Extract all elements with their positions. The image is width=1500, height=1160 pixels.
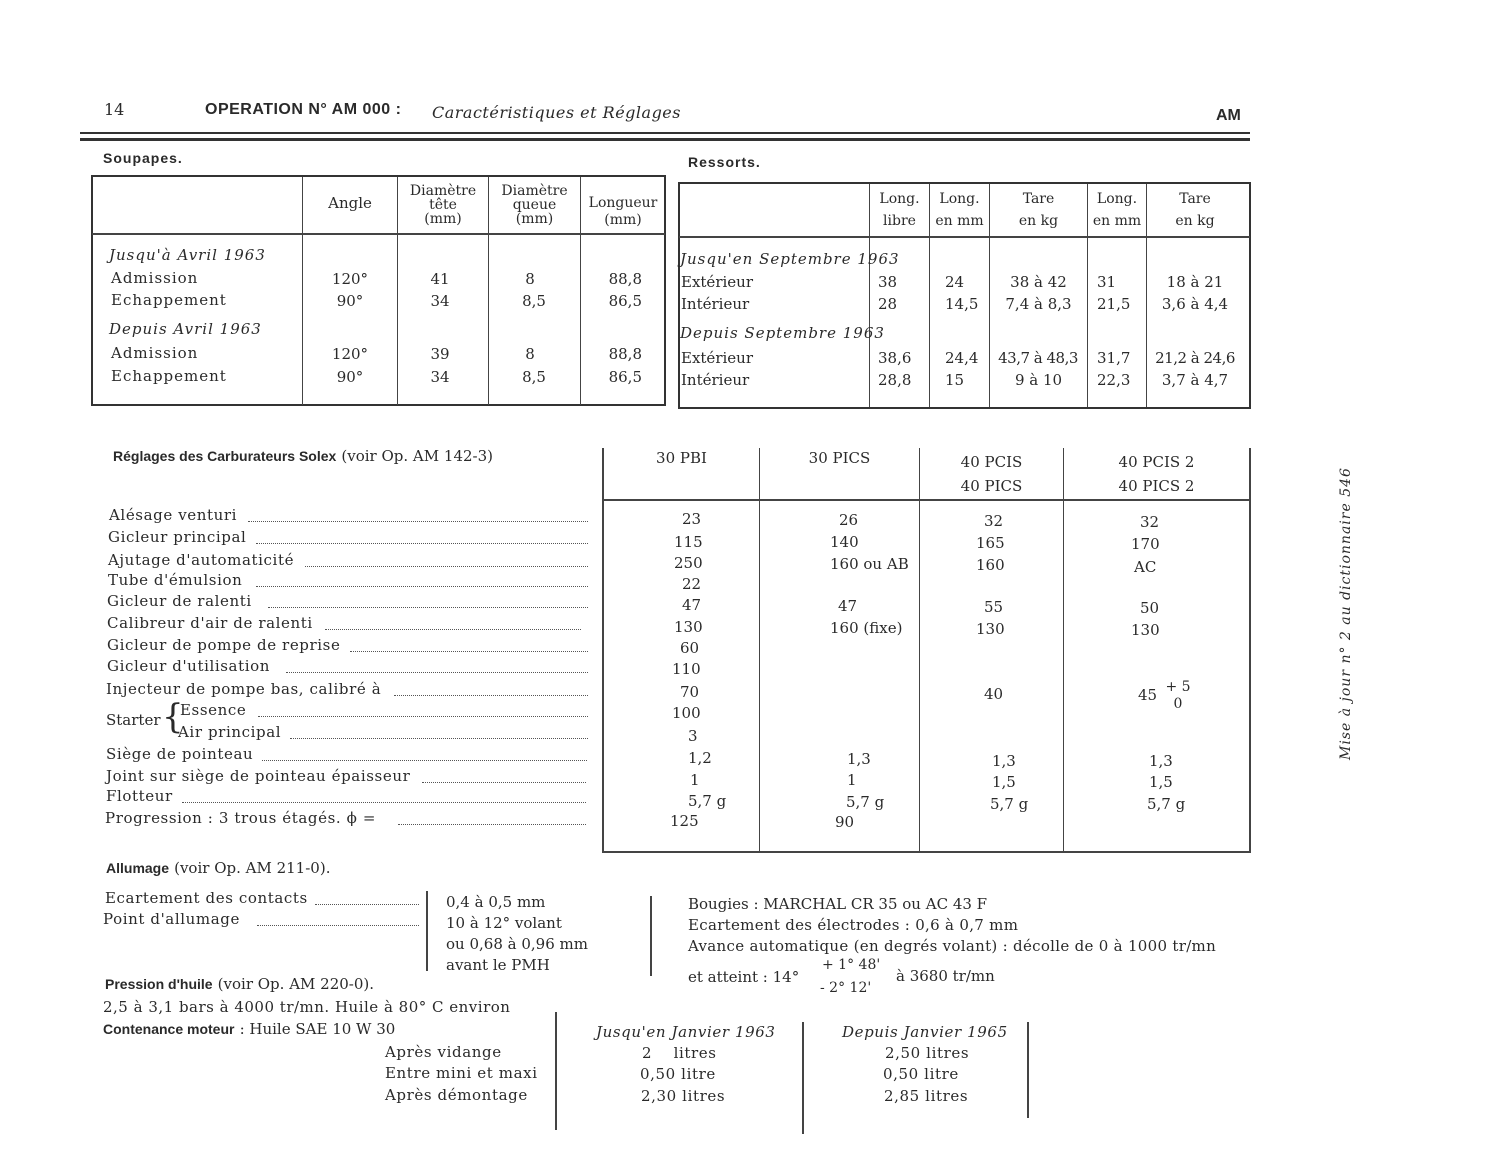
allumage-value: 10 à 12° volant xyxy=(446,914,562,932)
dot-leader xyxy=(286,672,588,673)
carbu-row-label: Progression : 3 trous étagés. ϕ = xyxy=(105,809,377,827)
model-code: AM xyxy=(1216,107,1241,124)
starter-label: Starter xyxy=(106,711,161,729)
avance-text: Avance automatique (en degrés volant) : décolle de 0 à 1000 tr/mn xyxy=(688,937,1217,955)
ressorts-header-rule xyxy=(679,236,1250,238)
dot-leader xyxy=(394,695,588,696)
dot-leader xyxy=(422,782,586,783)
dot-leader xyxy=(258,716,588,717)
dot-leader xyxy=(262,760,587,761)
carbu-col-30pbi: 30 PBI xyxy=(656,449,707,467)
carbu-row-label: Joint sur siège de pointeau épaisseur xyxy=(106,767,411,785)
carbu-divider xyxy=(1063,448,1064,851)
ressorts-col-3: Tare en kg xyxy=(1018,191,1059,229)
allumage-value: 0,4 à 0,5 mm xyxy=(446,893,546,911)
allumage-value: avant le PMH xyxy=(446,956,550,974)
carbu-frame-left xyxy=(602,448,604,852)
header-rule xyxy=(80,132,1250,134)
dot-leader xyxy=(305,566,588,567)
dot-leader xyxy=(325,629,581,630)
carbu-row-label: Gicleur de ralenti xyxy=(107,592,252,610)
side-note: Mise à jour n° 2 au dictionnaire 546 xyxy=(1338,467,1354,760)
page-number: 14 xyxy=(104,100,125,119)
soupapes-col-queue: Diamètre queue (mm) xyxy=(501,183,568,227)
tolerance: + 5 0 xyxy=(1165,679,1191,712)
carbu-row-label: Gicleur de pompe de reprise xyxy=(107,636,341,654)
carbu-divider xyxy=(919,448,920,851)
ressorts-col-2: Long. en mm xyxy=(935,191,984,229)
carbu-col-40pcis2: 40 PCIS 2 40 PICS 2 xyxy=(1118,453,1195,495)
dot-leader xyxy=(257,925,419,926)
soupapes-title: Soupapes. xyxy=(103,150,183,166)
soupapes-group-2: Depuis Avril 1963 xyxy=(109,320,262,338)
pression-text: 2,5 à 3,1 bars à 4000 tr/mn. Huile à 80° C environ xyxy=(103,998,511,1016)
ecartement-label: Ecartement des contacts xyxy=(105,889,308,907)
allumage-divider-2 xyxy=(650,896,652,976)
ressorts-col-5: Tare en kg xyxy=(1175,191,1215,229)
carbu-title: Réglages des Carburateurs Solex (voir Op. AM 142-3) xyxy=(113,447,493,465)
contenance-col-1: Jusqu'en Janvier 1963 xyxy=(596,1023,776,1041)
atteint-text: et atteint : 14° xyxy=(688,968,800,986)
carbu-row-label: Air principal xyxy=(178,723,282,741)
carbu-row-label: Gicleur d'utilisation xyxy=(107,657,271,675)
carbu-row-label: Ajutage d'automaticité xyxy=(108,551,295,569)
allumage-divider xyxy=(426,891,428,971)
contenance-divider xyxy=(802,1022,804,1134)
allumage-title: Allumage (voir Op. AM 211-0). xyxy=(106,859,331,877)
dot-leader xyxy=(182,802,586,803)
electrodes-text: Ecartement des électrodes : 0,6 à 0,7 mm xyxy=(688,916,1019,934)
carbu-row-label: Gicleur principal xyxy=(108,528,247,546)
soupapes-col-angle: Angle xyxy=(328,194,372,212)
carbu-row-label: Calibreur d'air de ralenti xyxy=(107,614,313,632)
contenance-divider xyxy=(555,1012,557,1130)
contenance-line: Contenance moteur : Huile SAE 10 W 30 xyxy=(103,1020,396,1038)
carbu-row-label: Siège de pointeau xyxy=(106,745,254,763)
operation-label: OPERATION N° AM 000 : xyxy=(205,101,402,118)
ressorts-group-2: Depuis Septembre 1963 xyxy=(680,324,885,342)
carbu-header-rule xyxy=(602,499,1251,501)
dot-leader xyxy=(268,607,588,608)
contenance-divider xyxy=(1027,1022,1029,1118)
point-allumage-label: Point d'allumage xyxy=(103,910,240,928)
ressorts-title: Ressorts. xyxy=(688,154,761,170)
carbu-col-40pcis: 40 PCIS 40 PICS xyxy=(960,453,1023,495)
carbu-row-label: Alésage venturi xyxy=(109,506,238,524)
carbu-row-label: Tube d'émulsion xyxy=(108,571,243,589)
dot-leader xyxy=(350,651,588,652)
carbu-col-30pics: 30 PICS xyxy=(808,449,871,467)
dot-leader xyxy=(398,824,586,825)
atteint-suffix: à 3680 tr/mn xyxy=(896,967,995,985)
bougies-text: Bougies : MARCHAL CR 35 ou AC 43 F xyxy=(688,895,988,913)
carbu-frame-right xyxy=(1249,448,1251,852)
soupapes-col-tete: Diamètre tête (mm) xyxy=(409,183,477,227)
dot-leader xyxy=(315,904,419,905)
ressorts-col-4: Long. en mm xyxy=(1092,191,1142,229)
carbu-row-label: Injecteur de pompe bas, calibré à xyxy=(106,680,382,698)
atteint-minus: - 2° 12' xyxy=(820,980,872,996)
carbu-divider xyxy=(759,448,760,851)
dot-leader xyxy=(290,738,588,739)
header-rule-thick xyxy=(80,138,1250,141)
carbu-row-label: Essence xyxy=(180,701,247,719)
atteint-plus: + 1° 48' xyxy=(822,957,881,973)
huile-title: Pression d'huile (voir Op. AM 220-0). xyxy=(105,975,375,993)
carbu-row-label: Flotteur xyxy=(106,787,173,805)
dot-leader xyxy=(256,543,588,544)
operation-subtitle: Caractéristiques et Réglages xyxy=(432,103,681,122)
carbu-frame-bottom xyxy=(602,851,1251,853)
soupapes-group-1: Jusqu'à Avril 1963 xyxy=(109,246,266,264)
dot-leader xyxy=(256,586,588,587)
soupapes-col-longueur: Longueur (mm) xyxy=(588,195,658,228)
ressorts-col-1: Long. libre xyxy=(879,191,920,229)
allumage-value: ou 0,68 à 0,96 mm xyxy=(446,935,588,953)
starter-brace: { xyxy=(162,697,184,737)
ressorts-group-1: Jusqu'en Septembre 1963 xyxy=(680,250,900,268)
dot-leader xyxy=(248,521,588,522)
contenance-col-2: Depuis Janvier 1965 xyxy=(842,1023,1008,1041)
